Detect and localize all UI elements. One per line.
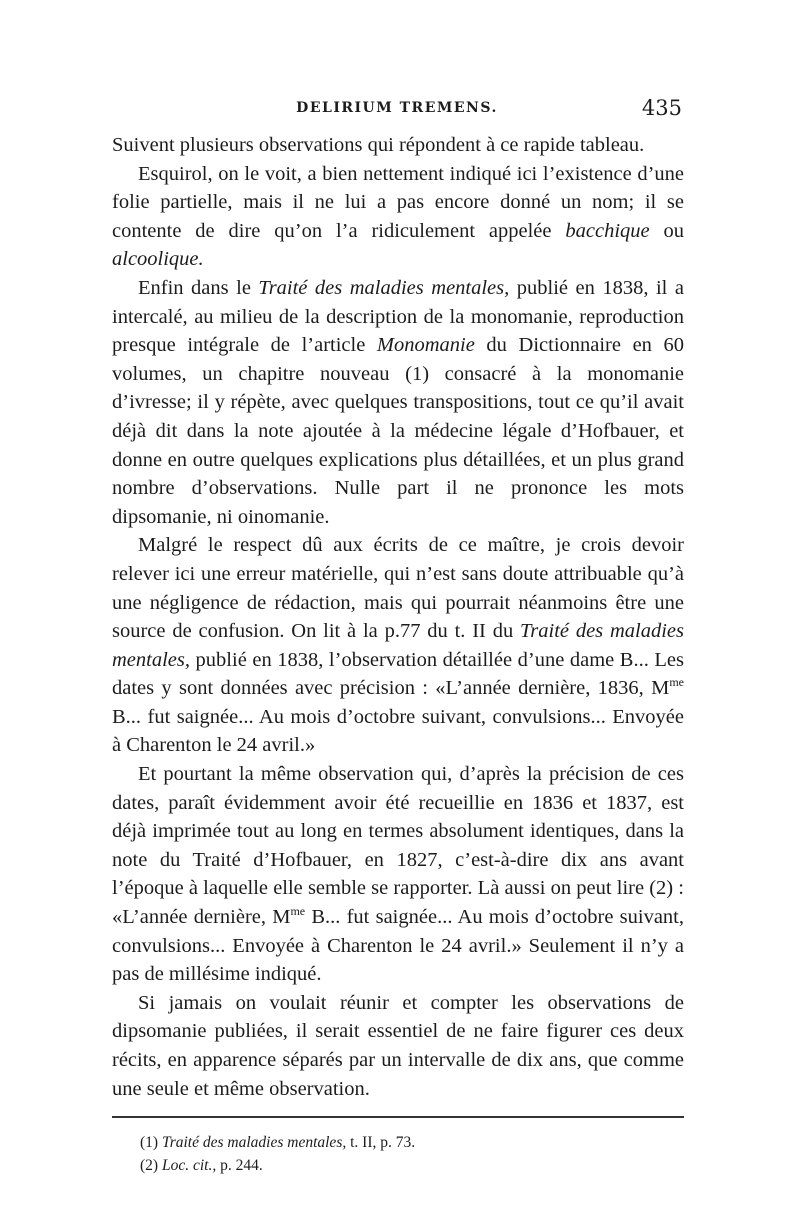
italic-book-title: Traité des maladies mentales, — [258, 276, 510, 299]
italic-term-alcoolique: alcoolique. — [112, 248, 204, 271]
footnote-divider — [112, 1116, 684, 1118]
paragraph-2: Esquirol, on le voit, a bien nettement indiqué ici l’existence d’une folie partielle, mais il ne lui a pas encore donné un nom; il se contente de dire qu’on l’a ridiculement appelée bacchique ou alcoolique. — [112, 162, 684, 271]
running-title: DELIRIUM TREMENS. — [296, 100, 498, 116]
page-header — [112, 96, 682, 126]
footnotes — [140, 1131, 680, 1177]
footnote-1: (1) Traité des maladies mentales, t. II, p. 73. — [140, 1134, 416, 1151]
paragraph-3: Enfin dans le Traité des maladies mentales, publié en 1838, il a intercalé, au milieu de la description de la monomanie, reproduction presque intégrale de l’article Monomanie du Dictionnaire en 60 volumes, un chapitre nouveau (1) consacré à la monomanie d’ivresse; il y répète, avec quelques transpositions, tout ce qu’il avait déjà dit dans la note ajoutée à la médecine légale d’Hofbauer, et donne en outre quelques explications plus détaillées, et un plus grand nombre d’observations. Nulle part il ne prononce les mots dipsomanie, ni oinomanie. — [112, 276, 685, 528]
paragraph-5: Et pourtant la même observation qui, d’après la précision de ces dates, paraît évidemment avoir été recueillie en 1836 et 1837, est déjà imprimée tout au long en termes absolument identiques, dans la note du Traité d’Hofbauer, en 1827, c’est-à-dire dix ans avant l’époque à laquelle elle semble se rapporter. Là aussi on peut lire (2) : «L’année dernière, $M^{me}$ B... fut saignée... Au mois d’octobre suivant, convulsions... Envoyée à Charenton le 24 avril.» Seulement il n’y a pas de millésime indiqué. — [112, 763, 684, 986]
paragraph-4: Malgré le respect dû aux écrits de ce maître, je crois devoir relever ici une erreur matérielle, qui n’est sans doute attribuable qu’à une négligence de rédaction, mais qui pourrait néanmoins être une source de confusion. On lit à la p.77 du t. II du Traité des maladies mentales, publié en 1838, l’observation détaillée d’une dame B... Les dates y sont données avec précision : «L’année dernière, 1836, $M^{me}$ B... fut saignée... Au mois d’octobre suivant, convulsions... Envoyée à Charenton le 24 avril.» — [112, 534, 684, 757]
page-number: 435 — [641, 96, 682, 120]
italic-article-title: Monomanie — [376, 334, 475, 357]
paragraph-6: Si jamais on voulait réunir et compter les observations de dipsomanie publiées, il serait essentiel de ne faire figurer ces deux récits, en apparence séparés par un intervalle de dix ans, que comme une seule et même observation. — [112, 991, 684, 1100]
italic-term-bacchique: bacchique — [565, 219, 650, 242]
body-text — [112, 131, 684, 1103]
footnote-2: (2) Loc. cit., p. 244. — [140, 1157, 263, 1174]
italic-book-title: Traité des maladies mentales, — [112, 620, 684, 671]
paragraph-1: Suivent plusieurs observations qui répondent à ce rapide tableau. — [112, 134, 645, 156]
